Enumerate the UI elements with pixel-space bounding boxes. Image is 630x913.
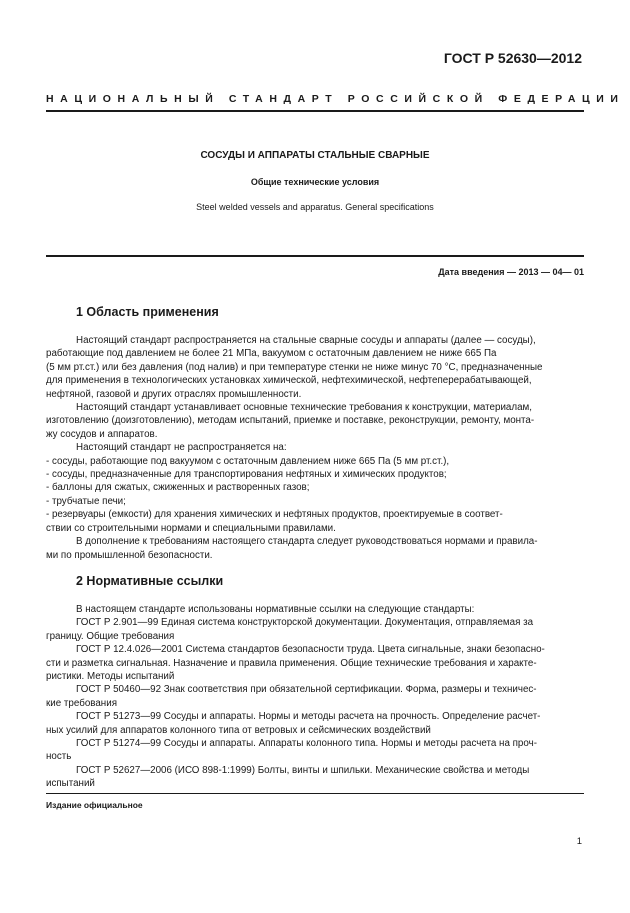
text-line: ристики. Методы испытаний (46, 671, 175, 683)
official-edition-label: Издание официальное (46, 800, 143, 810)
text-line: ГОСТ Р 51273—99 Сосуды и аппараты. Нормы и методы расчета на прочность. Определение расчет- (76, 711, 541, 723)
footer-divider (46, 793, 584, 794)
page-number: 1 (576, 836, 582, 847)
text-line: границу. Общие требования (46, 630, 175, 642)
document-title-english: Steel welded vessels and apparatus. General specifications (196, 202, 434, 212)
text-line: В настоящем стандарте использованы нормативные ссылки на следующие стандарты: (76, 604, 475, 615)
middle-divider (46, 255, 584, 257)
text-line: Настоящий стандарт распространяется на стальные сварные сосуды и аппараты (далее — сосуды), (76, 335, 536, 346)
text-line: ГОСТ Р 12.4.026—2001 Система стандартов безопасности труда. Цвета сигнальные, знаки безопасно- (76, 644, 545, 656)
text-line: (5 мм рт.ст.) или без давления (под налив) и при температуре стенки не ниже минус 70 °С, предназначенные (46, 361, 543, 373)
text-line: ствии со строительными нормами и специальными правилами. (46, 522, 336, 534)
document-title: СОСУДЫ И АППАРАТЫ СТАЛЬНЫЕ СВАРНЫЕ (200, 150, 430, 161)
text-line: ных усилий для аппаратов колонного типа от ветровых и сейсмических воздействий (46, 724, 431, 736)
text-line: Настоящий стандарт не распространяется на: (76, 442, 287, 454)
section-1-title: 1 Область применения (76, 305, 219, 319)
text-line: для применения в технологических установках химической, нефтехимической, нефтеперерабатывающей, (46, 375, 532, 387)
top-divider (46, 110, 584, 112)
document-subtitle: Общие технические условия (250, 177, 380, 187)
text-line: - сосуды, предназначенные для транспортирования нефтяных и химических продуктов; (46, 469, 447, 481)
text-line: кие требования (46, 697, 117, 709)
text-line: В дополнение к требованиям настоящего стандарта следует руководствоваться нормами и правила- (76, 536, 538, 548)
text-line: ГОСТ Р 2.901—99 Единая система конструкторской документации. Документация, отправляемая за (76, 617, 534, 629)
text-line: Настоящий стандарт устанавливает основные технические требования к конструкции, материалам, (76, 402, 532, 414)
text-line: ГОСТ Р 52627—2006 (ИСО 898-1:1999) Болты, винты и шпильки. Механические свойства и методы (76, 764, 530, 776)
text-line: ГОСТ Р 51274—99 Сосуды и аппараты. Аппараты колонного типа. Нормы и методы расчета на проч- (76, 738, 537, 750)
text-line: - сосуды, работающие под вакуумом с остаточным давлением ниже 665 Па (5 мм рт.ст.), (46, 455, 450, 467)
section-2-body (46, 603, 584, 791)
section-1-body (46, 334, 584, 562)
introduction-date: Дата введения — 2013 — 04— 01 (438, 267, 584, 277)
gost-number: ГОСТ Р 52630—2012 (443, 50, 582, 66)
text-line: ГОСТ Р 50460—92 Знак соответствия при обязательной сертификации. Форма, размеры и техничес- (76, 684, 537, 696)
text-line: нефтяной, газовой и других отраслях промышленности. (46, 388, 302, 400)
text-line: работающие под давлением не более 21 МПа, вакуумом с остаточным давлением не ниже 665 Па (46, 348, 497, 360)
text-line: жу сосудов и аппаратов. (46, 428, 158, 440)
text-line: - резервуары (емкости) для хранения химических и нефтяных продуктов, проектируемые в соответ- (46, 509, 503, 521)
text-line: испытаний (46, 778, 95, 790)
text-line: ми по промышленной безопасности. (46, 549, 213, 561)
section-2-title: 2 Нормативные ссылки (76, 574, 224, 588)
text-line: изготовлению (доизготовлению), методам испытаний, приемке и поставке, реконструкции, ремонту, монта- (46, 415, 535, 427)
text-line: - баллоны для сжатых, сжиженных и растворенных газов; (46, 482, 310, 494)
text-line: сти и разметка сигнальная. Назначение и правила применения. Общие технические требования и характе- (46, 657, 537, 669)
national-standard-heading: НАЦИОНАЛЬНЫЙ СТАНДАРТ РОССИЙСКОЙ ФЕДЕРАЦИИ (46, 93, 625, 105)
text-line: ность (46, 751, 72, 763)
text-line: - трубчатые печи; (46, 495, 126, 507)
